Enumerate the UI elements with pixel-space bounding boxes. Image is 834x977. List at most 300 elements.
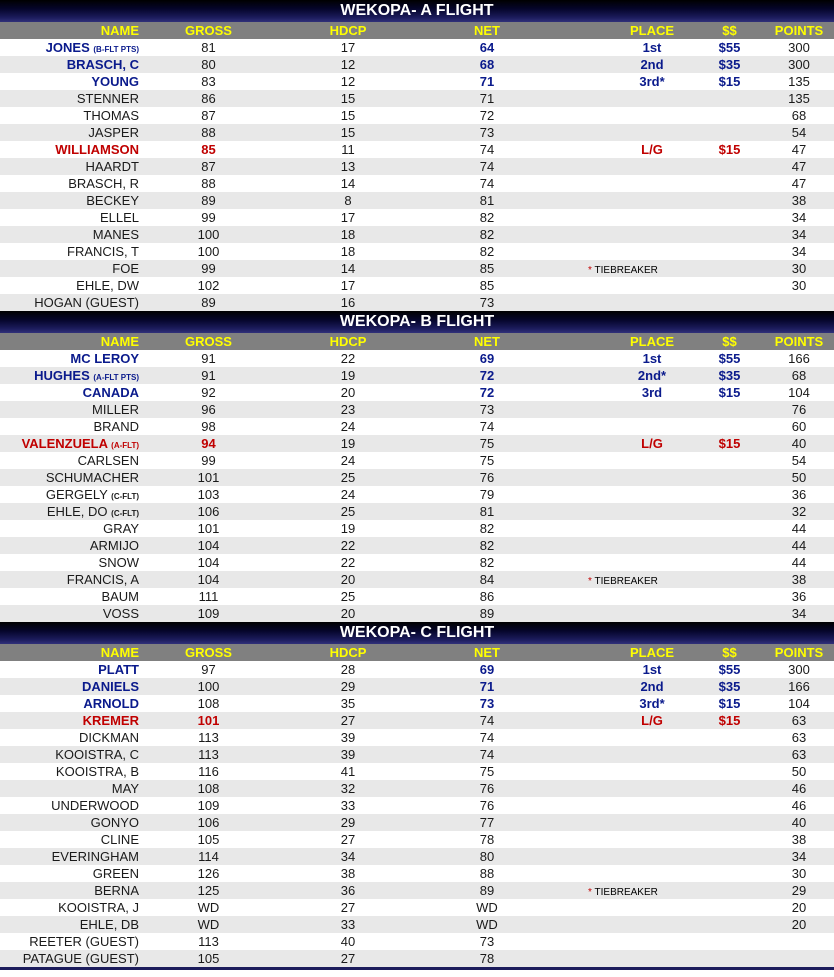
column-header-place: PLACE (629, 334, 675, 349)
player-name: CARLSEN (77, 453, 139, 468)
tiebreaker-label: TIEBREAKER (594, 576, 658, 587)
gross-cell: 89 (201, 295, 216, 310)
place-cell (556, 848, 695, 865)
money-cell (695, 175, 764, 192)
net-cell: 81 (479, 504, 495, 519)
player-name-cell (0, 780, 139, 797)
points-cell: 36 (791, 589, 807, 604)
table-row (0, 367, 834, 384)
hdcp-cell: 33 (340, 917, 356, 932)
table-row (0, 797, 834, 814)
hdcp-cell: 18 (340, 227, 356, 242)
place-cell (556, 90, 695, 107)
place-cell (556, 814, 695, 831)
hdcp-cell: 15 (340, 108, 356, 123)
table-row (0, 486, 834, 503)
column-header-money: $$ (722, 23, 737, 38)
hdcp-cell: 29 (340, 679, 356, 694)
hdcp-cell: 25 (340, 504, 356, 519)
table-row (0, 469, 834, 486)
table-row (0, 175, 834, 192)
points-cell: 54 (791, 125, 807, 140)
column-header-hdcp: HDCP (329, 23, 367, 38)
hdcp-cell: 17 (340, 40, 356, 55)
place-cell (556, 831, 695, 848)
points-cell: 44 (791, 521, 807, 536)
player-name: CANADA (82, 385, 139, 400)
asterisk-icon: * (588, 576, 592, 587)
player-name-cell (0, 73, 139, 90)
column-header-name: NAME (100, 23, 139, 38)
net-cell: 74 (479, 419, 495, 434)
place-cell: 2nd* (637, 368, 667, 383)
money-cell (695, 554, 764, 571)
gross-cell: 99 (201, 261, 216, 276)
player-name-cell (0, 486, 139, 503)
flight-section (0, 311, 834, 622)
column-header-row (0, 644, 834, 661)
gross-cell: 85 (201, 142, 216, 157)
points-cell: 47 (791, 142, 807, 157)
money-cell: $15 (718, 696, 741, 711)
place-cell (556, 899, 695, 916)
player-name-cell (0, 158, 139, 175)
net-cell: 82 (479, 244, 495, 259)
net-cell: 76 (479, 781, 495, 796)
column-header-points: POINTS (774, 334, 824, 349)
hdcp-cell: 15 (340, 91, 356, 106)
net-cell: 74 (479, 747, 495, 762)
table-row (0, 260, 834, 277)
player-name: SNOW (98, 555, 139, 570)
money-cell (695, 916, 764, 933)
hdcp-cell: 20 (340, 572, 356, 587)
points-cell: 40 (791, 815, 807, 830)
column-header-gross: GROSS (185, 645, 232, 660)
net-cell: 75 (479, 764, 495, 779)
gross-cell: 104 (197, 538, 220, 553)
net-cell: 68 (479, 57, 495, 72)
place-cell: 3rd* (639, 696, 665, 711)
points-cell (764, 294, 834, 311)
table-row (0, 418, 834, 435)
player-name-cell (0, 571, 139, 588)
points-cell: 38 (791, 832, 807, 847)
player-name: SCHUMACHER (45, 470, 139, 485)
net-cell: 71 (479, 679, 495, 694)
player-name-cell (0, 729, 139, 746)
points-cell: 38 (791, 193, 807, 208)
points-cell: 63 (791, 747, 807, 762)
place-cell (556, 797, 695, 814)
money-cell: $35 (718, 679, 741, 694)
gross-cell: 125 (197, 883, 220, 898)
player-name: VOSS (102, 606, 139, 621)
points-cell: 30 (791, 278, 807, 293)
place-cell (556, 537, 695, 554)
gross-cell: 106 (197, 504, 220, 519)
money-cell (695, 503, 764, 520)
gross-cell: 101 (197, 521, 220, 536)
net-cell: 82 (479, 210, 495, 225)
net-cell: 73 (479, 402, 495, 417)
net-cell: 89 (479, 606, 495, 621)
money-cell (695, 486, 764, 503)
net-cell: 69 (479, 351, 495, 366)
player-name: KOOISTRA, C (55, 747, 139, 762)
player-name-cell (0, 277, 139, 294)
hdcp-cell: 27 (340, 900, 356, 915)
column-header-row (0, 333, 834, 350)
table-row (0, 661, 834, 678)
points-cell: 20 (791, 900, 807, 915)
money-cell (695, 899, 764, 916)
money-cell (695, 950, 764, 967)
player-name: ARMIJO (89, 538, 139, 553)
gross-cell: 113 (198, 747, 219, 762)
money-cell: $15 (718, 436, 741, 451)
place-cell: L/G (641, 713, 663, 728)
player-name-cell (0, 520, 139, 537)
table-row (0, 520, 834, 537)
player-name: BERNA (94, 883, 139, 898)
hdcp-cell: 17 (340, 278, 356, 293)
gross-cell: 91 (201, 368, 216, 383)
money-cell (695, 865, 764, 882)
hdcp-cell: 36 (340, 883, 356, 898)
table-row (0, 588, 834, 605)
net-cell: 77 (479, 815, 495, 830)
bottom-divider (0, 967, 834, 970)
player-name: KOOISTRA, B (55, 764, 139, 779)
player-name: WILLIAMSON (55, 142, 139, 157)
money-cell (695, 124, 764, 141)
net-cell: 72 (479, 108, 495, 123)
net-cell: 89 (479, 883, 495, 898)
player-name-cell (0, 294, 139, 311)
hdcp-cell: 8 (344, 193, 352, 208)
money-cell: $35 (718, 368, 741, 383)
gross-cell: 101 (197, 713, 220, 728)
points-cell: 30 (791, 866, 807, 881)
column-header-hdcp: HDCP (329, 334, 367, 349)
place-cell (556, 418, 695, 435)
player-name-cell (0, 141, 139, 158)
player-name: HAARDT (85, 159, 139, 174)
money-cell (695, 588, 764, 605)
hdcp-cell: 13 (340, 159, 356, 174)
player-name: GERGELY (45, 487, 108, 502)
net-cell: 81 (479, 193, 495, 208)
player-name: UNDERWOOD (51, 798, 139, 813)
gross-cell: WD (197, 900, 220, 915)
gross-cell: 88 (201, 176, 216, 191)
place-cell (556, 882, 695, 899)
table-row (0, 73, 834, 90)
net-cell: 82 (479, 555, 495, 570)
gross-cell: 86 (201, 91, 216, 106)
place-cell (556, 933, 695, 950)
asterisk-icon: * (588, 887, 592, 898)
table-row (0, 814, 834, 831)
player-name-cell (0, 367, 139, 384)
table-row (0, 916, 834, 933)
flight-section (0, 622, 834, 967)
hdcp-cell: 12 (340, 57, 356, 72)
place-cell (556, 294, 695, 311)
money-cell (695, 107, 764, 124)
gross-cell: 113 (198, 730, 219, 745)
hdcp-cell: 22 (340, 351, 356, 366)
gross-cell: WD (197, 917, 220, 932)
points-cell: 34 (791, 849, 807, 864)
points-cell: 68 (791, 108, 807, 123)
points-cell: 30 (791, 261, 807, 276)
player-name-cell (0, 90, 139, 107)
points-cell: 29 (791, 883, 807, 898)
points-cell: 32 (791, 504, 807, 519)
money-cell (695, 882, 764, 899)
net-cell: 73 (479, 295, 495, 310)
player-name-cell (0, 848, 139, 865)
column-header-hdcp: HDCP (329, 645, 367, 660)
points-cell: 46 (791, 798, 807, 813)
hdcp-cell: 25 (340, 470, 356, 485)
money-cell (695, 797, 764, 814)
gross-cell: 111 (198, 589, 219, 604)
player-name: MANES (92, 227, 139, 242)
money-cell (695, 780, 764, 797)
net-cell: 74 (479, 713, 495, 728)
net-cell: 86 (479, 589, 495, 604)
net-cell: 80 (479, 849, 495, 864)
player-name: THOMAS (83, 108, 139, 123)
tiebreaker-label: TIEBREAKER (594, 265, 658, 276)
table-row (0, 192, 834, 209)
net-cell: 82 (479, 521, 495, 536)
player-name: VALENZUELA (21, 436, 108, 451)
points-cell: 36 (791, 487, 807, 502)
place-cell (556, 588, 695, 605)
table-row (0, 605, 834, 622)
player-name: KREMER (82, 713, 139, 728)
column-header-net: NET (474, 23, 500, 38)
hdcp-cell: 27 (340, 951, 356, 966)
player-name: BECKEY (86, 193, 139, 208)
place-cell (556, 469, 695, 486)
gross-cell: 104 (197, 555, 220, 570)
gross-cell: 83 (201, 74, 216, 89)
hdcp-cell: 22 (340, 538, 356, 553)
money-cell: $15 (718, 713, 741, 728)
money-cell (695, 226, 764, 243)
player-name: GRAY (103, 521, 139, 536)
player-name: CLINE (100, 832, 139, 847)
money-cell (695, 848, 764, 865)
place-cell (556, 520, 695, 537)
player-name-cell (0, 39, 139, 56)
gross-cell: 96 (201, 402, 216, 417)
place-cell (556, 175, 695, 192)
player-name-cell (0, 452, 139, 469)
table-row (0, 729, 834, 746)
money-cell (695, 763, 764, 780)
place-cell (556, 158, 695, 175)
player-name-cell (0, 950, 139, 967)
points-cell: 47 (791, 176, 807, 191)
net-cell: 84 (479, 572, 495, 587)
place-cell (556, 503, 695, 520)
hdcp-cell: 39 (340, 730, 356, 745)
player-name-cell (0, 503, 139, 520)
place-cell: 1st (642, 662, 662, 677)
player-name: ELLEL (99, 210, 139, 225)
gross-cell: 108 (197, 696, 220, 711)
gross-cell: 91 (201, 351, 216, 366)
table-row (0, 865, 834, 882)
gross-cell: 94 (201, 436, 216, 451)
money-cell (695, 605, 764, 622)
table-row (0, 571, 834, 588)
money-cell (695, 418, 764, 435)
player-name: BRAND (93, 419, 139, 434)
points-cell: 44 (791, 555, 807, 570)
player-name-cell (0, 226, 139, 243)
net-cell: 82 (479, 538, 495, 553)
place-cell (556, 401, 695, 418)
table-row (0, 90, 834, 107)
player-name-cell (0, 695, 139, 712)
money-cell (695, 209, 764, 226)
points-cell: 63 (791, 713, 807, 728)
table-row (0, 695, 834, 712)
player-name: BAUM (101, 589, 139, 604)
table-row (0, 554, 834, 571)
table-row (0, 537, 834, 554)
player-name-cell (0, 260, 139, 277)
gross-cell: 81 (201, 40, 216, 55)
net-cell: 71 (479, 91, 495, 106)
gross-cell: 103 (197, 487, 220, 502)
place-cell (556, 243, 695, 260)
money-cell (695, 243, 764, 260)
player-name: FRANCIS, T (67, 244, 139, 259)
gross-cell: 109 (197, 606, 220, 621)
points-cell: 54 (791, 453, 807, 468)
hdcp-cell: 29 (340, 815, 356, 830)
place-cell (556, 916, 695, 933)
gross-cell: 105 (197, 951, 220, 966)
player-name: EHLE, DO (46, 504, 108, 519)
gross-cell: 126 (197, 866, 220, 881)
money-cell (695, 277, 764, 294)
gross-cell: 104 (197, 572, 220, 587)
points-cell (764, 950, 834, 967)
place-cell (556, 554, 695, 571)
hdcp-cell: 38 (340, 866, 356, 881)
table-row (0, 763, 834, 780)
money-cell (695, 158, 764, 175)
player-name-cell (0, 401, 139, 418)
points-cell: 40 (791, 436, 807, 451)
place-cell (556, 192, 695, 209)
table-row (0, 831, 834, 848)
hdcp-cell: 20 (340, 606, 356, 621)
hdcp-cell: 14 (340, 176, 356, 191)
table-row (0, 107, 834, 124)
points-cell: 34 (791, 606, 807, 621)
player-name-cell (0, 661, 139, 678)
player-name: MAY (111, 781, 139, 796)
money-cell (695, 729, 764, 746)
place-cell: 1st (642, 351, 662, 366)
column-header-row (0, 22, 834, 39)
net-cell: 74 (479, 730, 495, 745)
gross-cell: 106 (197, 815, 220, 830)
net-cell: 79 (479, 487, 495, 502)
hdcp-cell: 14 (340, 261, 356, 276)
points-cell: 300 (788, 57, 810, 72)
column-header-place: PLACE (629, 23, 675, 38)
player-name: HUGHES (34, 368, 90, 383)
hdcp-cell: 41 (340, 764, 356, 779)
net-cell: 75 (479, 436, 495, 451)
player-name: GONYO (90, 815, 139, 830)
money-cell (695, 90, 764, 107)
hdcp-cell: 33 (340, 798, 356, 813)
net-cell: WD (476, 917, 498, 932)
table-row (0, 158, 834, 175)
player-name-cell (0, 209, 139, 226)
player-name-cell (0, 831, 139, 848)
player-name: ARNOLD (83, 696, 139, 711)
table-row (0, 882, 834, 899)
net-cell: 85 (479, 261, 495, 276)
flight-note: (A-FLT) (111, 441, 139, 450)
tiebreaker-note (588, 576, 658, 587)
player-name-cell (0, 56, 139, 73)
table-row (0, 350, 834, 367)
gross-cell: 88 (201, 125, 216, 140)
player-name: EVERINGHAM (51, 849, 139, 864)
hdcp-cell: 27 (340, 713, 356, 728)
net-cell: 78 (479, 951, 495, 966)
net-cell: 75 (479, 453, 495, 468)
money-cell: $15 (718, 385, 741, 400)
player-name: KOOISTRA, J (58, 900, 139, 915)
player-name-cell (0, 763, 139, 780)
place-cell: L/G (641, 436, 663, 451)
points-cell: 300 (788, 40, 810, 55)
table-row (0, 452, 834, 469)
hdcp-cell: 28 (340, 662, 356, 677)
gross-cell: 108 (197, 781, 220, 796)
gross-cell: 101 (197, 470, 220, 485)
net-cell: 73 (479, 696, 495, 711)
column-header-points: POINTS (774, 645, 824, 660)
gross-cell: 116 (198, 764, 219, 779)
money-cell (695, 401, 764, 418)
points-cell: 34 (791, 210, 807, 225)
points-cell: 60 (791, 419, 807, 434)
hdcp-cell: 24 (340, 419, 356, 434)
points-cell: 47 (791, 159, 807, 174)
money-cell: $55 (718, 662, 741, 677)
place-cell: 3rd* (639, 74, 665, 89)
player-name-cell (0, 712, 139, 729)
money-cell (695, 831, 764, 848)
table-row (0, 39, 834, 56)
